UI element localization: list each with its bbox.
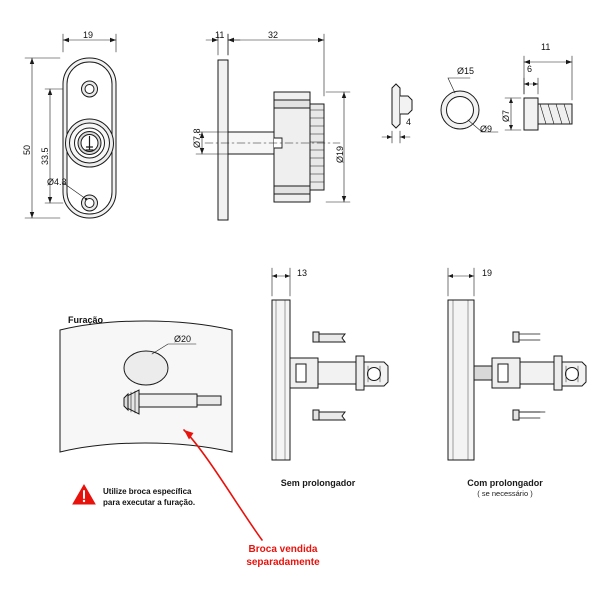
broca-callout <box>218 543 348 569</box>
warning-text-line2: para executar a furação. <box>103 497 196 507</box>
dim-screw-head: 6 <box>527 64 533 74</box>
dim-front-center: 33.5 <box>40 147 50 165</box>
dim-cam-thickness: 4 <box>406 117 412 127</box>
broca-callout-line1: Broca vendida <box>248 544 318 555</box>
caption-com-prolongador-sub: ( se necessário ) <box>477 489 533 498</box>
dim-front-width: 19 <box>83 30 94 40</box>
dim-panel-thick: 19 <box>482 268 493 278</box>
caption-com-prolongador-text: Com prolongador <box>467 478 543 488</box>
caption-com-prolongador <box>440 478 570 498</box>
dim-screw-length: 11 <box>541 42 551 52</box>
dim-panel-thin: 13 <box>297 268 308 278</box>
warning-text <box>103 487 195 509</box>
dim-front-screw-hole: Ø4.3 <box>47 177 67 187</box>
broca-callout-line2: separadamente <box>246 557 320 568</box>
dim-screw-diameter: Ø7 <box>501 109 511 122</box>
warning-triangle-icon <box>72 484 96 506</box>
dim-bore: Ø20 <box>174 334 192 344</box>
furacao-label: Furação <box>68 315 104 325</box>
caption-sem-prolongador <box>258 478 378 488</box>
dim-body-length: 32 <box>268 30 279 40</box>
dim-ring-outer: Ø15 <box>457 66 475 76</box>
dim-body-shaft: Ø7,8 <box>192 128 202 148</box>
dim-front-height: 50 <box>22 144 32 155</box>
dim-body-outer: Ø19 <box>335 145 345 163</box>
warning-text-line1: Utilize broca específica <box>103 487 192 496</box>
dim-ring-inner: Ø9 <box>480 124 493 134</box>
dim-body-flange: 11 <box>215 30 225 40</box>
caption-sem-prolongador-text: Sem prolongador <box>280 478 356 488</box>
